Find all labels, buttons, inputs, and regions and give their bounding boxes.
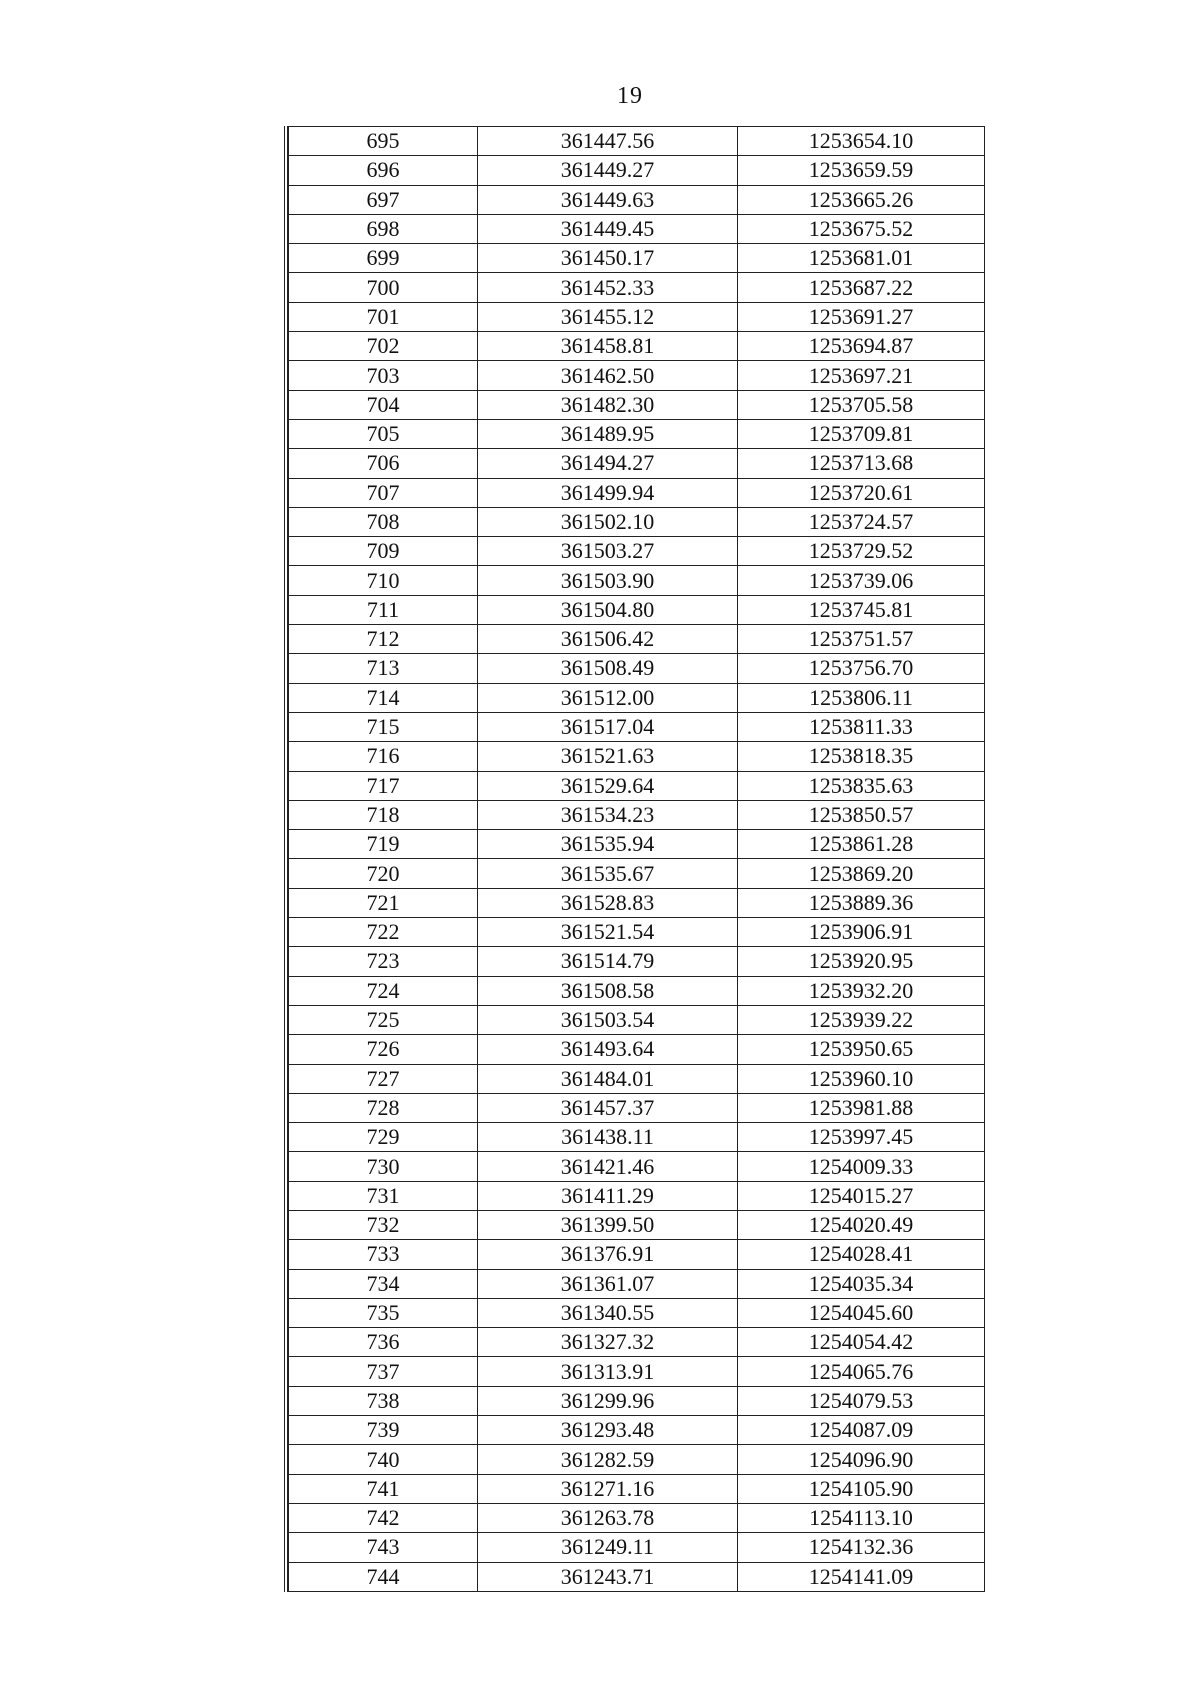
y-coordinate-cell: 1254054.42: [738, 1328, 985, 1357]
point-number-cell: 716: [289, 742, 478, 771]
x-coordinate-cell: 361534.23: [478, 800, 738, 829]
point-number-cell: 705: [289, 419, 478, 448]
coordinate-table-body: [289, 127, 985, 1592]
point-number-cell: 695: [289, 127, 478, 156]
x-coordinate-cell: 361499.94: [478, 478, 738, 507]
point-number-cell: 708: [289, 507, 478, 536]
x-coordinate-cell: 361447.56: [478, 127, 738, 156]
x-coordinate-cell: 361502.10: [478, 507, 738, 536]
point-number-cell: 735: [289, 1298, 478, 1327]
table-row: [289, 127, 985, 156]
x-coordinate-cell: 361399.50: [478, 1210, 738, 1239]
point-number-cell: 698: [289, 214, 478, 243]
table-row: [289, 537, 985, 566]
x-coordinate-cell: 361452.33: [478, 273, 738, 302]
x-coordinate-cell: 361376.91: [478, 1240, 738, 1269]
table-row: [289, 742, 985, 771]
table-row: [289, 185, 985, 214]
x-coordinate-cell: 361361.07: [478, 1269, 738, 1298]
y-coordinate-cell: 1254009.33: [738, 1152, 985, 1181]
point-number-cell: 731: [289, 1181, 478, 1210]
x-coordinate-cell: 361514.79: [478, 947, 738, 976]
y-coordinate-cell: 1254065.76: [738, 1357, 985, 1386]
point-number-cell: 710: [289, 566, 478, 595]
table-row: [289, 244, 985, 273]
table-row: [289, 625, 985, 654]
table-row: [289, 1298, 985, 1327]
x-coordinate-cell: 361421.46: [478, 1152, 738, 1181]
y-coordinate-cell: 1254141.09: [738, 1562, 985, 1591]
x-coordinate-cell: 361457.37: [478, 1093, 738, 1122]
x-coordinate-cell: 361494.27: [478, 449, 738, 478]
table-row: [289, 1503, 985, 1532]
table-row: [289, 1181, 985, 1210]
x-coordinate-cell: 361493.64: [478, 1035, 738, 1064]
table-row: [289, 214, 985, 243]
point-number-cell: 738: [289, 1386, 478, 1415]
point-number-cell: 703: [289, 361, 478, 390]
y-coordinate-cell: 1253939.22: [738, 1005, 985, 1034]
table-row: [289, 1416, 985, 1445]
table-row: [289, 1445, 985, 1474]
x-coordinate-cell: 361249.11: [478, 1533, 738, 1562]
point-number-cell: 736: [289, 1328, 478, 1357]
y-coordinate-cell: 1253739.06: [738, 566, 985, 595]
y-coordinate-cell: 1253705.58: [738, 390, 985, 419]
y-coordinate-cell: 1253756.70: [738, 654, 985, 683]
x-coordinate-cell: 361517.04: [478, 712, 738, 741]
y-coordinate-cell: 1253687.22: [738, 273, 985, 302]
x-coordinate-cell: 361528.83: [478, 888, 738, 917]
table-row: [289, 1533, 985, 1562]
y-coordinate-cell: 1253861.28: [738, 830, 985, 859]
point-number-cell: 702: [289, 332, 478, 361]
point-number-cell: 701: [289, 302, 478, 331]
point-number-cell: 719: [289, 830, 478, 859]
table-row: [289, 1562, 985, 1591]
y-coordinate-cell: 1253850.57: [738, 800, 985, 829]
point-number-cell: 725: [289, 1005, 478, 1034]
x-coordinate-cell: 361411.29: [478, 1181, 738, 1210]
point-number-cell: 707: [289, 478, 478, 507]
y-coordinate-cell: 1253675.52: [738, 214, 985, 243]
x-coordinate-cell: 361327.32: [478, 1328, 738, 1357]
table-row: [289, 654, 985, 683]
y-coordinate-cell: 1254028.41: [738, 1240, 985, 1269]
y-coordinate-cell: 1253724.57: [738, 507, 985, 536]
y-coordinate-cell: 1253691.27: [738, 302, 985, 331]
table-row: [289, 830, 985, 859]
point-number-cell: 740: [289, 1445, 478, 1474]
point-number-cell: 744: [289, 1562, 478, 1591]
x-coordinate-cell: 361299.96: [478, 1386, 738, 1415]
y-coordinate-cell: 1253932.20: [738, 976, 985, 1005]
x-coordinate-cell: 361503.90: [478, 566, 738, 595]
x-coordinate-cell: 361535.94: [478, 830, 738, 859]
table-row: [289, 888, 985, 917]
x-coordinate-cell: 361503.54: [478, 1005, 738, 1034]
coordinate-table-container: [284, 126, 984, 1592]
table-row: [289, 1474, 985, 1503]
table-row: [289, 947, 985, 976]
point-number-cell: 730: [289, 1152, 478, 1181]
point-number-cell: 726: [289, 1035, 478, 1064]
x-coordinate-cell: 361529.64: [478, 771, 738, 800]
x-coordinate-cell: 361449.27: [478, 156, 738, 185]
page-number: 19: [617, 83, 643, 109]
point-number-cell: 715: [289, 712, 478, 741]
y-coordinate-cell: 1253659.59: [738, 156, 985, 185]
x-coordinate-cell: 361484.01: [478, 1064, 738, 1093]
y-coordinate-cell: 1254035.34: [738, 1269, 985, 1298]
table-row: [289, 273, 985, 302]
table-row: [289, 800, 985, 829]
point-number-cell: 711: [289, 595, 478, 624]
point-number-cell: 728: [289, 1093, 478, 1122]
table-row: [289, 712, 985, 741]
y-coordinate-cell: 1254132.36: [738, 1533, 985, 1562]
x-coordinate-cell: 361449.45: [478, 214, 738, 243]
y-coordinate-cell: 1253654.10: [738, 127, 985, 156]
y-coordinate-cell: 1253720.61: [738, 478, 985, 507]
table-row: [289, 1328, 985, 1357]
point-number-cell: 704: [289, 390, 478, 419]
point-number-cell: 739: [289, 1416, 478, 1445]
point-number-cell: 697: [289, 185, 478, 214]
table-row: [289, 1357, 985, 1386]
x-coordinate-cell: 361438.11: [478, 1123, 738, 1152]
y-coordinate-cell: 1253960.10: [738, 1064, 985, 1093]
point-number-cell: 721: [289, 888, 478, 917]
point-number-cell: 723: [289, 947, 478, 976]
point-number-cell: 727: [289, 1064, 478, 1093]
point-number-cell: 722: [289, 918, 478, 947]
point-number-cell: 741: [289, 1474, 478, 1503]
y-coordinate-cell: 1253997.45: [738, 1123, 985, 1152]
table-row: [289, 1210, 985, 1239]
x-coordinate-cell: 361271.16: [478, 1474, 738, 1503]
table-row: [289, 449, 985, 478]
y-coordinate-cell: 1253729.52: [738, 537, 985, 566]
table-row: [289, 1123, 985, 1152]
point-number-cell: 709: [289, 537, 478, 566]
y-coordinate-cell: 1254045.60: [738, 1298, 985, 1327]
point-number-cell: 713: [289, 654, 478, 683]
y-coordinate-cell: 1253950.65: [738, 1035, 985, 1064]
y-coordinate-cell: 1253920.95: [738, 947, 985, 976]
x-coordinate-cell: 361503.27: [478, 537, 738, 566]
table-row: [289, 361, 985, 390]
y-coordinate-cell: 1253665.26: [738, 185, 985, 214]
x-coordinate-cell: 361243.71: [478, 1562, 738, 1591]
table-row: [289, 332, 985, 361]
x-coordinate-cell: 361504.80: [478, 595, 738, 624]
y-coordinate-cell: 1253811.33: [738, 712, 985, 741]
x-coordinate-cell: 361462.50: [478, 361, 738, 390]
y-coordinate-cell: 1253818.35: [738, 742, 985, 771]
point-number-cell: 737: [289, 1357, 478, 1386]
table-row: [289, 1386, 985, 1415]
point-number-cell: 724: [289, 976, 478, 1005]
x-coordinate-cell: 361263.78: [478, 1503, 738, 1532]
table-row: [289, 1035, 985, 1064]
x-coordinate-cell: 361508.49: [478, 654, 738, 683]
y-coordinate-cell: 1253835.63: [738, 771, 985, 800]
x-coordinate-cell: 361282.59: [478, 1445, 738, 1474]
table-row: [289, 566, 985, 595]
point-number-cell: 729: [289, 1123, 478, 1152]
y-coordinate-cell: 1253681.01: [738, 244, 985, 273]
x-coordinate-cell: 361521.63: [478, 742, 738, 771]
y-coordinate-cell: 1253889.36: [738, 888, 985, 917]
coordinate-table: [288, 126, 985, 1592]
x-coordinate-cell: 361482.30: [478, 390, 738, 419]
x-coordinate-cell: 361293.48: [478, 1416, 738, 1445]
y-coordinate-cell: 1253806.11: [738, 683, 985, 712]
x-coordinate-cell: 361512.00: [478, 683, 738, 712]
point-number-cell: 712: [289, 625, 478, 654]
point-number-cell: 742: [289, 1503, 478, 1532]
table-row: [289, 419, 985, 448]
x-coordinate-cell: 361506.42: [478, 625, 738, 654]
y-coordinate-cell: 1254105.90: [738, 1474, 985, 1503]
y-coordinate-cell: 1254015.27: [738, 1181, 985, 1210]
table-row: [289, 156, 985, 185]
point-number-cell: 743: [289, 1533, 478, 1562]
y-coordinate-cell: 1253751.57: [738, 625, 985, 654]
x-coordinate-cell: 361489.95: [478, 419, 738, 448]
x-coordinate-cell: 361313.91: [478, 1357, 738, 1386]
x-coordinate-cell: 361449.63: [478, 185, 738, 214]
y-coordinate-cell: 1253694.87: [738, 332, 985, 361]
y-coordinate-cell: 1253697.21: [738, 361, 985, 390]
x-coordinate-cell: 361521.54: [478, 918, 738, 947]
y-coordinate-cell: 1253981.88: [738, 1093, 985, 1122]
x-coordinate-cell: 361455.12: [478, 302, 738, 331]
table-row: [289, 1064, 985, 1093]
point-number-cell: 720: [289, 859, 478, 888]
table-row: [289, 507, 985, 536]
table-row: [289, 478, 985, 507]
y-coordinate-cell: 1254113.10: [738, 1503, 985, 1532]
x-coordinate-cell: 361535.67: [478, 859, 738, 888]
x-coordinate-cell: 361458.81: [478, 332, 738, 361]
table-row: [289, 595, 985, 624]
y-coordinate-cell: 1253745.81: [738, 595, 985, 624]
x-coordinate-cell: 361508.58: [478, 976, 738, 1005]
y-coordinate-cell: 1253869.20: [738, 859, 985, 888]
table-row: [289, 1005, 985, 1034]
y-coordinate-cell: 1254096.90: [738, 1445, 985, 1474]
table-row: [289, 390, 985, 419]
table-row: [289, 1152, 985, 1181]
table-row: [289, 771, 985, 800]
y-coordinate-cell: 1254087.09: [738, 1416, 985, 1445]
y-coordinate-cell: 1253709.81: [738, 419, 985, 448]
point-number-cell: 699: [289, 244, 478, 273]
y-coordinate-cell: 1254079.53: [738, 1386, 985, 1415]
table-row: [289, 683, 985, 712]
table-row: [289, 302, 985, 331]
point-number-cell: 734: [289, 1269, 478, 1298]
table-row: [289, 918, 985, 947]
x-coordinate-cell: 361340.55: [478, 1298, 738, 1327]
table-row: [289, 1093, 985, 1122]
x-coordinate-cell: 361450.17: [478, 244, 738, 273]
point-number-cell: 733: [289, 1240, 478, 1269]
point-number-cell: 696: [289, 156, 478, 185]
point-number-cell: 714: [289, 683, 478, 712]
point-number-cell: 706: [289, 449, 478, 478]
table-row: [289, 859, 985, 888]
point-number-cell: 732: [289, 1210, 478, 1239]
y-coordinate-cell: 1253906.91: [738, 918, 985, 947]
table-row: [289, 1269, 985, 1298]
point-number-cell: 717: [289, 771, 478, 800]
point-number-cell: 700: [289, 273, 478, 302]
point-number-cell: 718: [289, 800, 478, 829]
y-coordinate-cell: 1254020.49: [738, 1210, 985, 1239]
table-row: [289, 976, 985, 1005]
y-coordinate-cell: 1253713.68: [738, 449, 985, 478]
table-row: [289, 1240, 985, 1269]
